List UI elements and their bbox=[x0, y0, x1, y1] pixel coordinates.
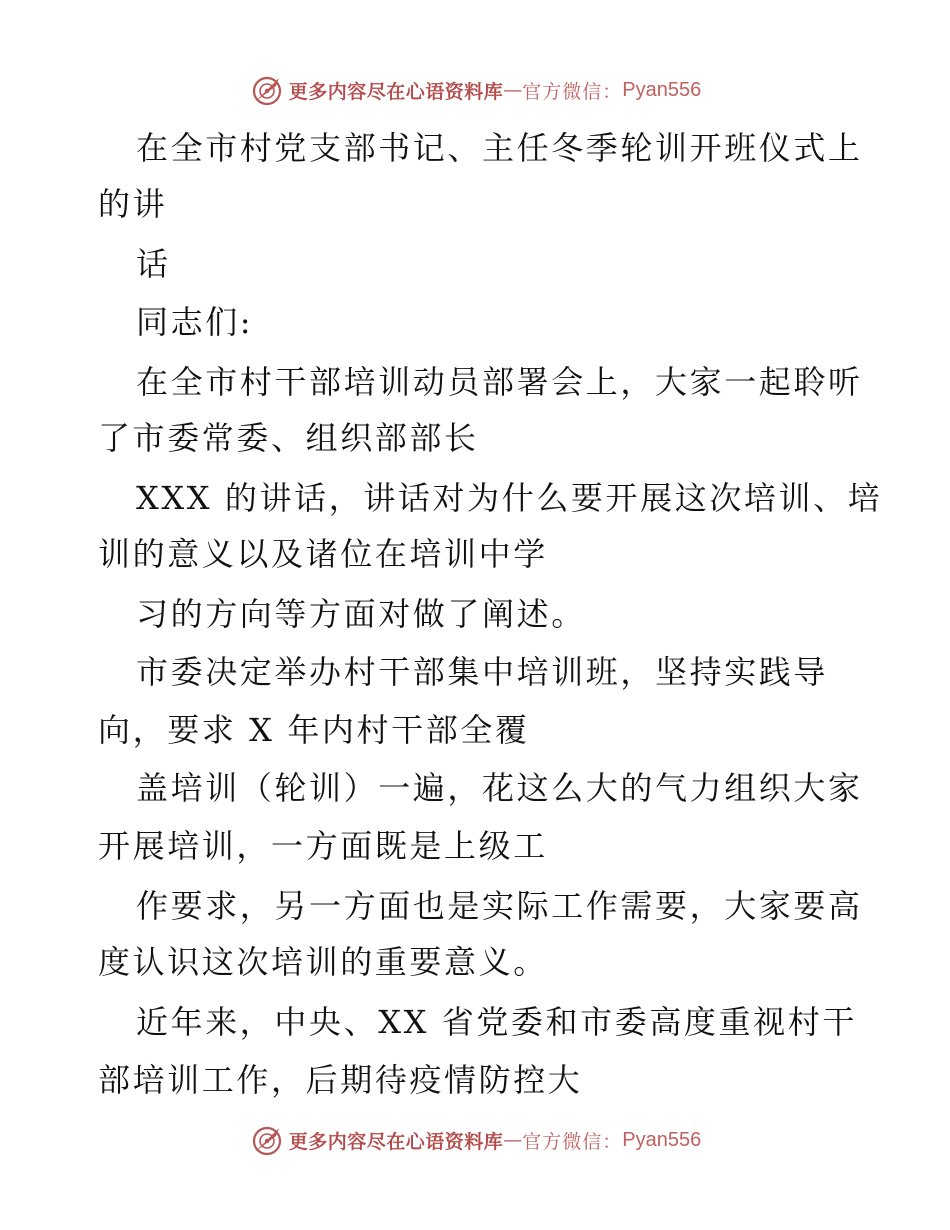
text-line: 向，要求 X 年内村干部全覆 bbox=[98, 711, 530, 749]
watermark-wechat-id: Pyan556 bbox=[622, 1128, 702, 1151]
quill-circle-logo-icon bbox=[249, 72, 285, 108]
watermark-wechat-label: 官方微信： bbox=[522, 1130, 623, 1153]
text-line: 作要求，另一方面也是实际工作需要，大家要高 bbox=[136, 887, 863, 925]
header-watermark bbox=[0, 68, 950, 112]
footer-watermark bbox=[0, 1118, 950, 1162]
watermark-brand: 更多内容尽在心语资料库 bbox=[288, 1130, 504, 1153]
text-line: 度认识这次培训的重要意义。 bbox=[98, 943, 548, 981]
text-line: 开展培训，一方面既是上级工 bbox=[98, 827, 548, 865]
watermark-separator: — bbox=[503, 79, 523, 101]
text-line: XXX 的讲话，讲话对为什么要开展这次培训、培 bbox=[136, 479, 883, 517]
watermark-wechat-label: 官方微信： bbox=[522, 80, 623, 103]
watermark-brand: 更多内容尽在心语资料库 bbox=[288, 80, 504, 103]
text-line: 话 bbox=[136, 245, 171, 283]
quill-circle-logo-icon bbox=[249, 1122, 285, 1158]
watermark-wechat-id: Pyan556 bbox=[622, 78, 702, 101]
watermark-separator: — bbox=[503, 1129, 523, 1151]
text-line: 在全市村党支部书记、主任冬季轮训开班仪式上 bbox=[136, 129, 863, 167]
text-line: 盖培训（轮训）一遍，花这么大的气力组织大家 bbox=[136, 769, 863, 807]
text-line: 训的意义以及诸位在培训中学 bbox=[98, 535, 548, 573]
text-line: 近年来，中央、XX 省党委和市委高度重视村干 bbox=[136, 1003, 857, 1041]
text-line: 同志们: bbox=[136, 303, 254, 341]
text-line: 习的方向等方面对做了阐述。 bbox=[136, 595, 586, 633]
text-line: 市委决定举办村干部集中培训班，坚持实践导 bbox=[136, 653, 829, 691]
text-line: 的讲 bbox=[98, 185, 168, 223]
text-line: 了市委常委、组织部部长 bbox=[98, 419, 479, 457]
text-line: 部培训工作，后期待疫情防控大 bbox=[98, 1061, 583, 1099]
text-line: 在全市村干部培训动员部署会上，大家一起聆听 bbox=[136, 363, 863, 401]
